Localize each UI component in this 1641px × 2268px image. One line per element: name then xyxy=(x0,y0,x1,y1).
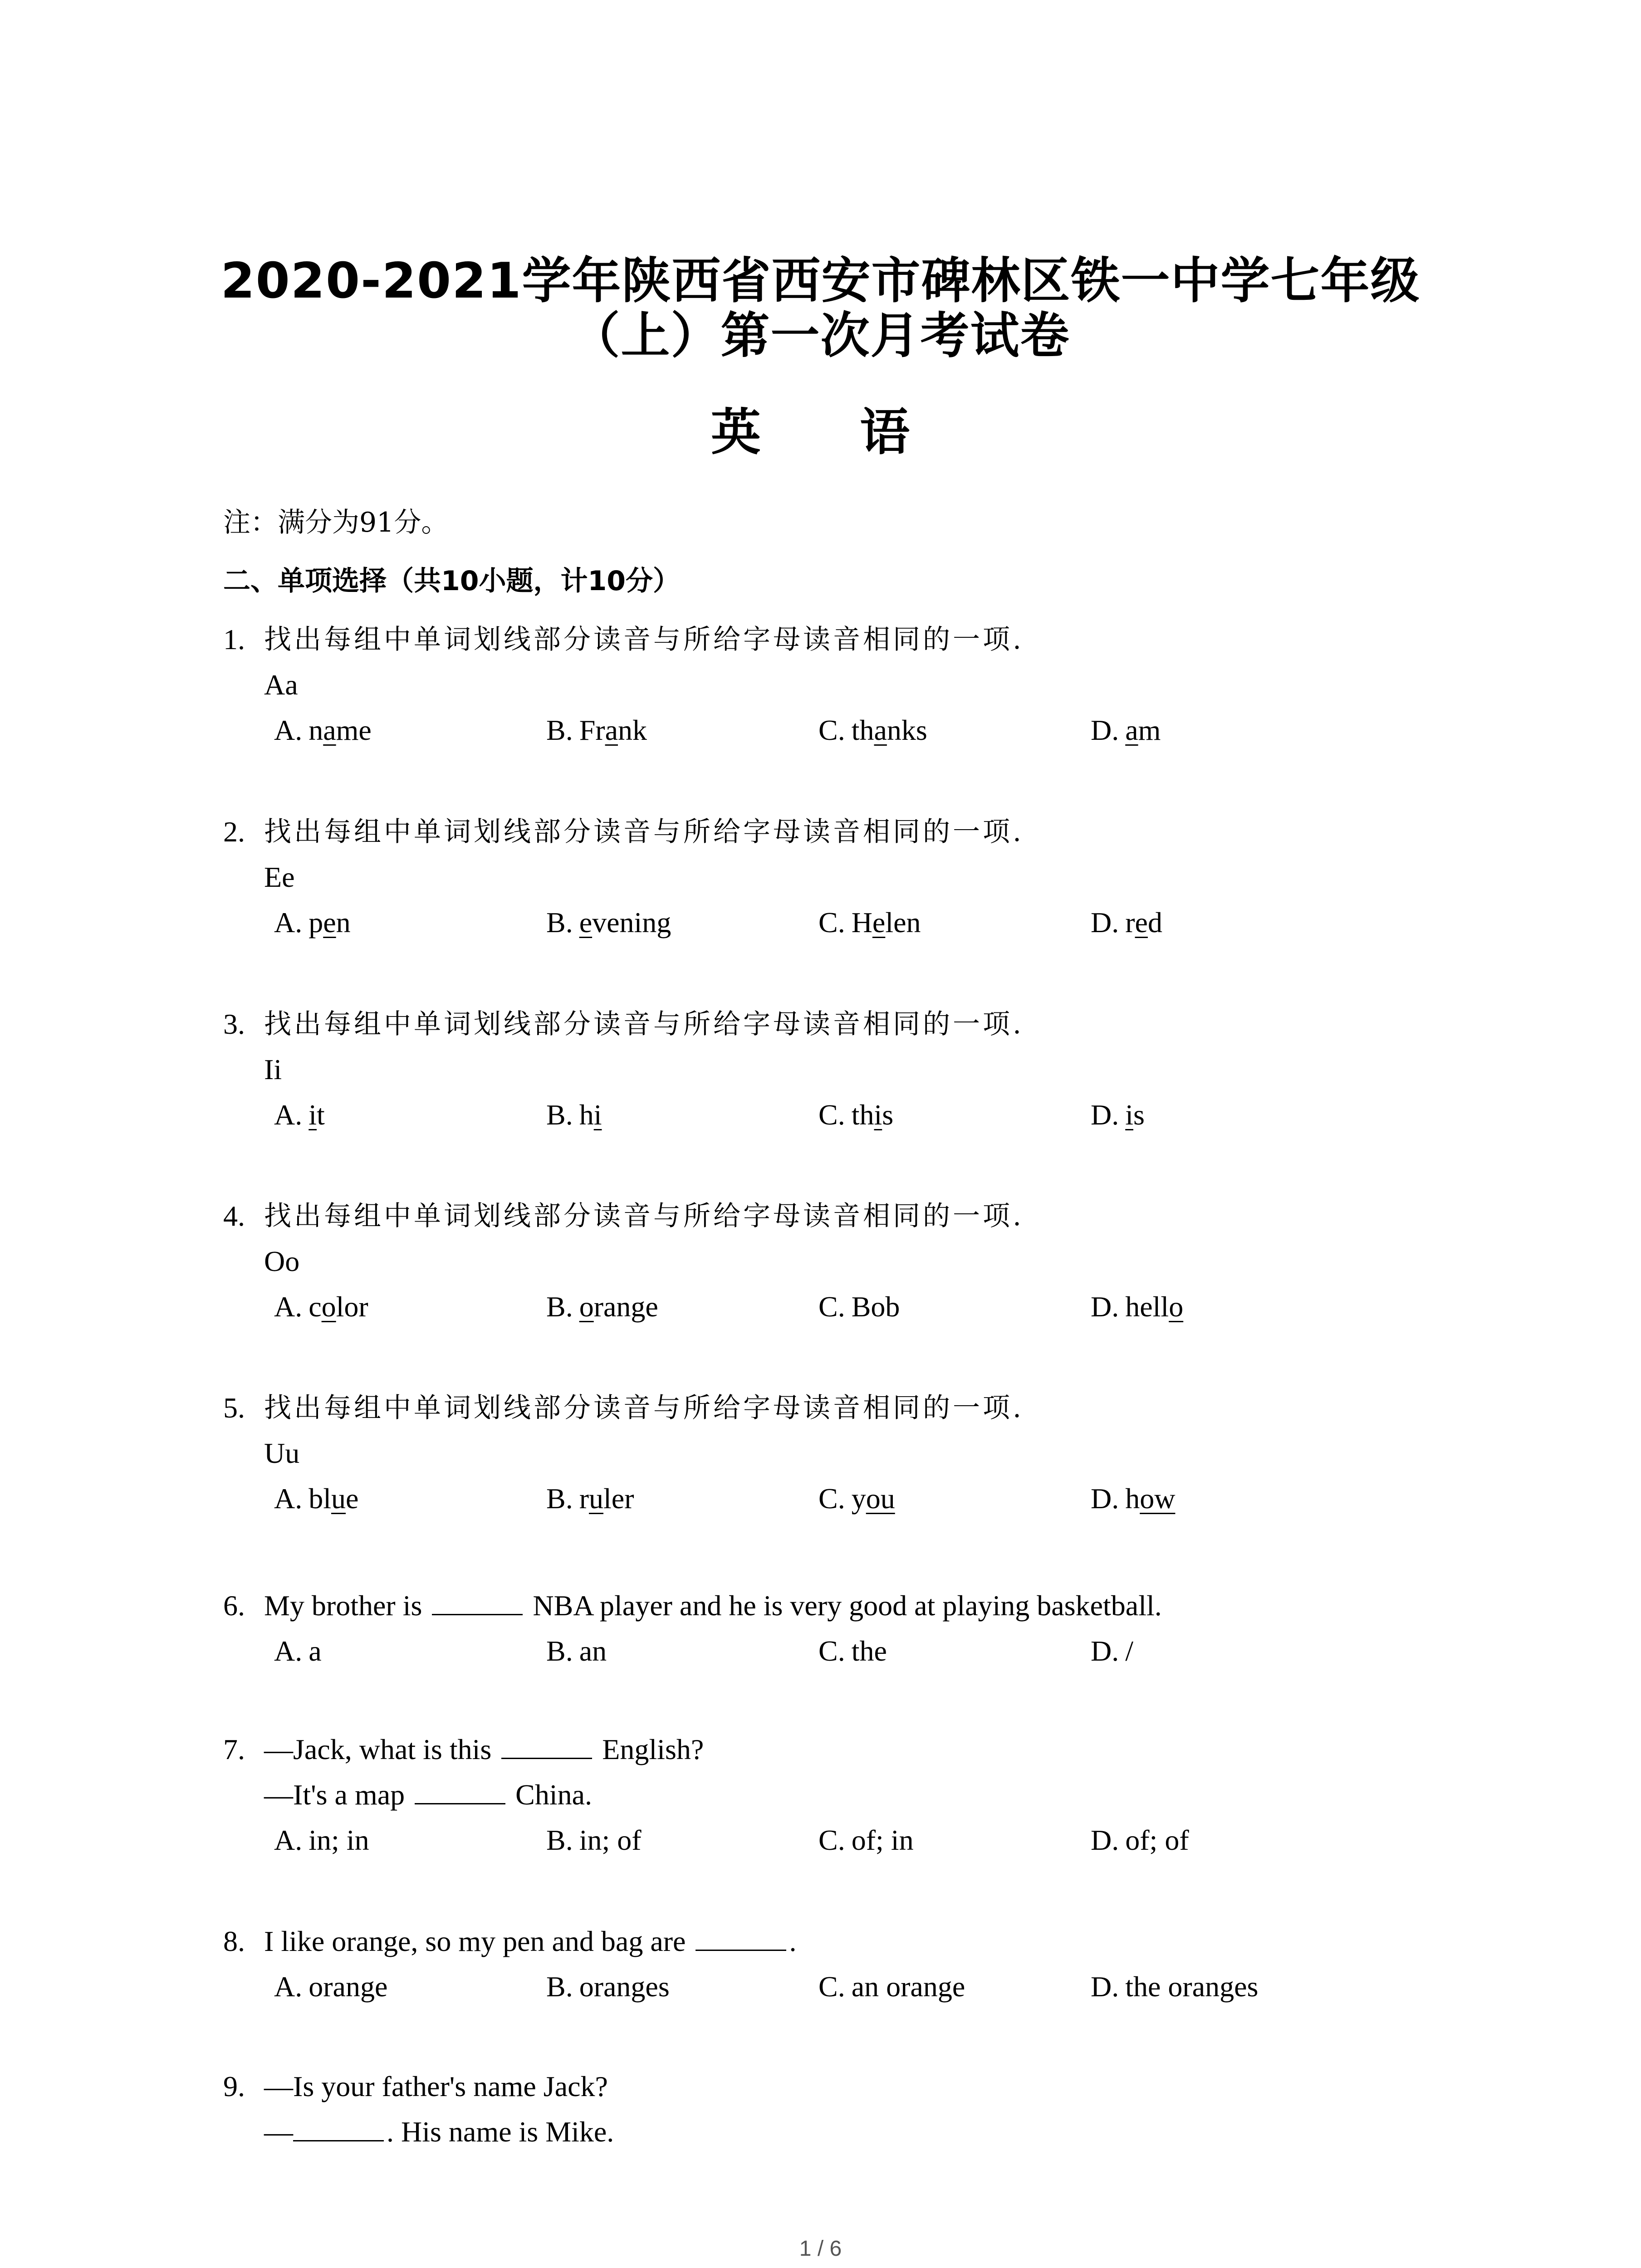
option-a xyxy=(274,1289,368,1325)
option-b xyxy=(546,1481,634,1517)
option-text: oranges xyxy=(579,1970,670,2003)
option-d xyxy=(1091,904,1162,941)
answer-blank xyxy=(696,1925,786,1951)
underlined-letters: a xyxy=(874,714,887,746)
underlined-letters: a xyxy=(1125,714,1138,746)
option-word xyxy=(309,714,372,746)
stem-text: —Jack, what is this xyxy=(264,1733,492,1765)
underlined-letters: o xyxy=(579,1290,594,1323)
target-letter: Ee xyxy=(264,861,295,893)
option-a xyxy=(274,904,351,941)
option-c xyxy=(818,1481,895,1517)
word-part: m xyxy=(1138,714,1161,746)
underlined-letters: e xyxy=(579,906,593,938)
option-word xyxy=(579,714,647,746)
word-part: me xyxy=(336,714,372,746)
underlined-letters: i xyxy=(309,1099,317,1131)
word-part: th xyxy=(851,714,874,746)
option-label: B. xyxy=(546,1290,573,1323)
option-label: A. xyxy=(274,1824,303,1856)
underlined-letters: a xyxy=(605,714,618,746)
option-c xyxy=(818,1633,887,1669)
option-label: D. xyxy=(1091,1482,1119,1515)
word-part: nks xyxy=(887,714,927,746)
target-letter: Uu xyxy=(264,1437,300,1469)
word-part: t xyxy=(317,1099,325,1131)
word-part: Bob xyxy=(851,1290,900,1323)
stem-text: China. xyxy=(515,1779,592,1811)
option-label: B. xyxy=(546,1970,573,2003)
word-part: hell xyxy=(1125,1290,1169,1323)
exam-title-line1: 2020-2021学年陕西省西安市碑林区铁一中学七年级 xyxy=(220,253,1421,309)
question-number: 5. xyxy=(223,1392,245,1424)
option-word xyxy=(852,906,921,938)
option-d xyxy=(1091,1633,1133,1669)
option-label: C. xyxy=(818,906,845,938)
option-word xyxy=(852,1482,895,1515)
stem-text: . His name is Mike. xyxy=(387,2116,614,2148)
target-letter: Ii xyxy=(264,1053,282,1085)
word-part: range xyxy=(593,1290,658,1323)
option-word xyxy=(309,906,350,938)
exam-title-line2: （上）第一次月考试卷 xyxy=(571,308,1070,364)
target-letter: Aa xyxy=(264,669,298,701)
stem-text: — xyxy=(264,2116,293,2148)
answer-blank xyxy=(415,1779,505,1804)
option-b xyxy=(546,1097,602,1133)
underlined-letters: ow xyxy=(1140,1482,1176,1515)
option-label: C. xyxy=(818,1970,845,2003)
option-b xyxy=(546,712,647,748)
word-part: r xyxy=(579,1482,589,1515)
question-stem xyxy=(264,1923,796,1960)
option-d xyxy=(1091,1289,1183,1325)
word-part: lor xyxy=(336,1290,368,1323)
option-label: A. xyxy=(274,1290,303,1323)
option-word xyxy=(852,714,927,746)
score-note: 注：满分为91分。 xyxy=(223,507,449,538)
question-number: 7. xyxy=(223,1733,245,1765)
option-d xyxy=(1091,1097,1145,1133)
option-label: C. xyxy=(818,1099,845,1131)
word-part: n xyxy=(336,906,351,938)
option-text: in; in xyxy=(309,1824,369,1856)
stem-text: English? xyxy=(602,1733,704,1765)
underlined-letters: a xyxy=(323,714,336,746)
question-stem: 找出每组中单词划线部分读音与所给字母读音相同的一项. xyxy=(264,816,1024,848)
option-label: A. xyxy=(274,1099,303,1131)
question-number: 2. xyxy=(223,816,245,848)
option-label: C. xyxy=(818,714,845,746)
word-part: Fr xyxy=(579,714,605,746)
word-part: bl xyxy=(309,1482,331,1515)
option-text: the xyxy=(851,1635,887,1667)
option-c xyxy=(818,1097,893,1133)
option-label: D. xyxy=(1091,906,1119,938)
option-b xyxy=(546,904,671,941)
option-text: a xyxy=(309,1635,322,1667)
word-part: n xyxy=(309,714,323,746)
stem-text: I like orange, so my pen and bag are xyxy=(264,1925,686,1957)
option-label: B. xyxy=(546,1635,573,1667)
option-word xyxy=(1125,1099,1145,1131)
option-label: B. xyxy=(546,1482,573,1515)
word-part: e xyxy=(346,1482,359,1515)
dialog-line-2 xyxy=(264,1777,592,1813)
question-number: 9. xyxy=(223,2070,245,2102)
option-c xyxy=(818,1969,965,2005)
option-word xyxy=(309,1099,325,1131)
option-word xyxy=(1125,714,1161,746)
question-stem: 找出每组中单词划线部分读音与所给字母读音相同的一项. xyxy=(264,1392,1024,1424)
word-part: H xyxy=(851,906,872,938)
option-label: D. xyxy=(1091,1635,1119,1667)
dialog-line-1: —Is your father's name Jack? xyxy=(264,2070,608,2102)
option-label: A. xyxy=(274,1482,303,1515)
option-label: D. xyxy=(1091,1970,1119,2003)
option-label: D. xyxy=(1091,1824,1119,1856)
target-letter: Oo xyxy=(264,1245,300,1277)
option-word xyxy=(309,1290,368,1323)
question-stem: 找出每组中单词划线部分读音与所给字母读音相同的一项. xyxy=(264,1008,1024,1040)
question-stem xyxy=(264,1588,1162,1624)
option-a xyxy=(274,1481,358,1517)
dialog-line-2 xyxy=(264,2114,614,2150)
underlined-letters: u xyxy=(589,1482,603,1515)
question-number: 8. xyxy=(223,1925,245,1957)
option-label: B. xyxy=(546,1099,573,1131)
option-a xyxy=(274,1969,387,2005)
underlined-letters: e xyxy=(323,906,336,938)
option-word xyxy=(579,1290,658,1323)
word-part: len xyxy=(885,906,921,938)
option-c xyxy=(818,904,921,941)
option-label: B. xyxy=(546,714,573,746)
option-label: A. xyxy=(274,1635,303,1667)
question-number: 1. xyxy=(223,623,245,655)
stem-text: NBA player and he is very good at playing basketball. xyxy=(533,1589,1162,1622)
option-word xyxy=(852,1290,900,1323)
question-stem: 找出每组中单词划线部分读音与所给字母读音相同的一项. xyxy=(264,624,1024,655)
underlined-letters: u xyxy=(331,1482,346,1515)
word-part: s xyxy=(882,1099,894,1131)
subject-heading: 英 语 xyxy=(710,403,951,461)
stem-text: . xyxy=(789,1925,797,1957)
answer-blank xyxy=(501,1733,592,1759)
option-word xyxy=(579,1099,602,1131)
option-b xyxy=(546,1633,607,1669)
option-label: C. xyxy=(818,1482,845,1515)
word-part: y xyxy=(851,1482,866,1515)
answer-blank xyxy=(432,1589,523,1615)
option-word xyxy=(1125,906,1162,938)
question-number: 4. xyxy=(223,1200,245,1232)
option-text: orange xyxy=(309,1970,388,2003)
question-number: 3. xyxy=(223,1008,245,1040)
option-c xyxy=(818,712,927,748)
option-word xyxy=(579,906,671,938)
option-text: the oranges xyxy=(1125,1970,1259,2003)
option-a xyxy=(274,1822,369,1858)
option-word xyxy=(579,1482,634,1515)
option-word xyxy=(1125,1482,1175,1515)
option-text: / xyxy=(1125,1635,1133,1667)
word-part: vening xyxy=(592,906,671,938)
underlined-letters: i xyxy=(874,1099,882,1131)
word-part: nk xyxy=(618,714,647,746)
option-d xyxy=(1091,712,1161,748)
word-part: p xyxy=(309,906,323,938)
stem-text: My brother is xyxy=(264,1589,422,1622)
option-c xyxy=(818,1822,914,1858)
option-label: D. xyxy=(1091,1099,1119,1131)
underlined-letters: o xyxy=(1169,1290,1184,1323)
option-label: D. xyxy=(1091,714,1119,746)
option-b xyxy=(546,1289,658,1325)
word-part: h xyxy=(579,1099,594,1131)
option-a xyxy=(274,1097,325,1133)
underlined-letters: o xyxy=(321,1290,336,1323)
option-word xyxy=(1125,1290,1183,1323)
word-part: r xyxy=(1125,906,1135,938)
option-text: of; in xyxy=(851,1824,914,1856)
underlined-letters: i xyxy=(593,1099,602,1131)
page-number: 1 / 6 xyxy=(799,2237,842,2261)
dialog-line-1 xyxy=(264,1731,704,1768)
option-text: of; of xyxy=(1125,1824,1189,1856)
option-text: an xyxy=(579,1635,607,1667)
option-b xyxy=(546,1969,670,2005)
underlined-letters: e xyxy=(1135,906,1148,938)
answer-blank xyxy=(293,2116,384,2141)
section-heading: 二、单项选择（共10小题，计10分） xyxy=(223,565,680,597)
stem-text: —It's a map xyxy=(264,1779,405,1811)
word-part: th xyxy=(851,1099,874,1131)
option-label: A. xyxy=(274,1970,303,2003)
option-b xyxy=(546,1822,642,1858)
option-text: in; of xyxy=(579,1824,642,1856)
option-label: C. xyxy=(818,1635,845,1667)
option-d xyxy=(1091,1969,1258,2005)
option-label: A. xyxy=(274,906,303,938)
word-part: ler xyxy=(603,1482,634,1515)
option-label: C. xyxy=(818,1824,845,1856)
option-c xyxy=(818,1289,900,1325)
word-part: h xyxy=(1125,1482,1140,1515)
underlined-letters: e xyxy=(872,906,886,938)
option-label: C. xyxy=(818,1290,845,1323)
option-label: B. xyxy=(546,1824,573,1856)
option-a xyxy=(274,1633,322,1669)
underlined-letters: i xyxy=(1125,1099,1133,1131)
option-label: B. xyxy=(546,906,573,938)
word-part: c xyxy=(309,1290,322,1323)
option-text: an orange xyxy=(851,1970,965,2003)
option-label: D. xyxy=(1091,1290,1119,1323)
option-d xyxy=(1091,1481,1175,1517)
option-word xyxy=(309,1482,358,1515)
word-part: d xyxy=(1147,906,1162,938)
question-stem: 找出每组中单词划线部分读音与所给字母读音相同的一项. xyxy=(264,1200,1024,1232)
option-a xyxy=(274,712,372,748)
option-label: A. xyxy=(274,714,303,746)
option-d xyxy=(1091,1822,1189,1858)
question-number: 6. xyxy=(223,1589,245,1622)
underlined-letters: ou xyxy=(866,1482,895,1515)
option-word xyxy=(852,1099,893,1131)
word-part: s xyxy=(1133,1099,1145,1131)
